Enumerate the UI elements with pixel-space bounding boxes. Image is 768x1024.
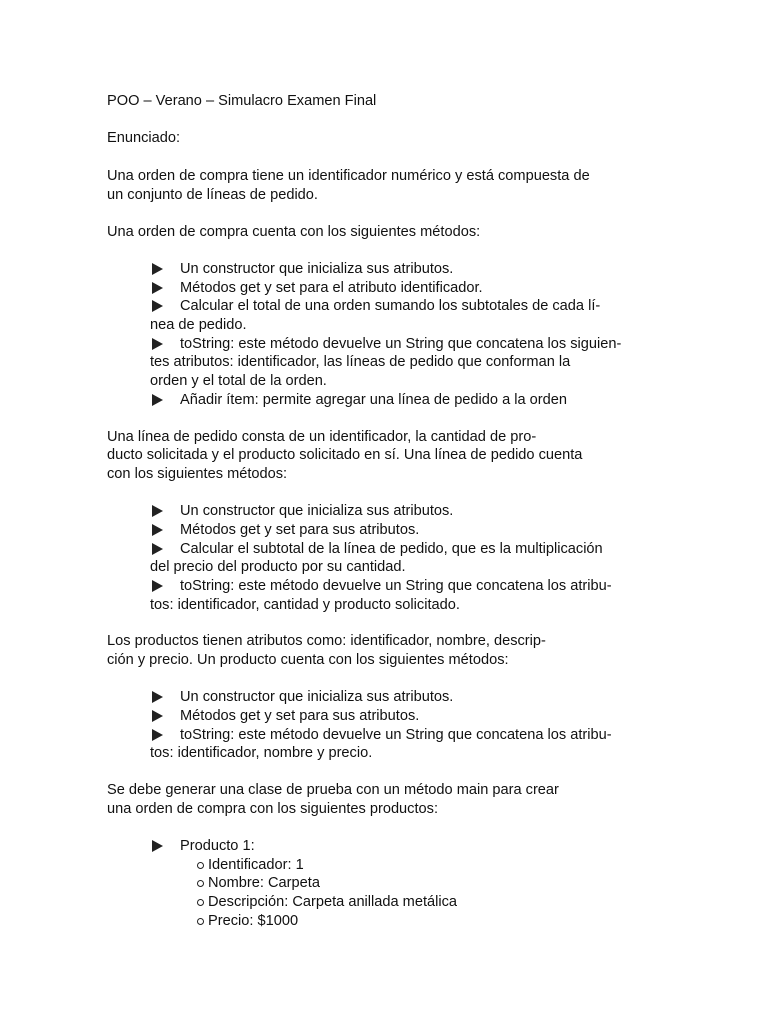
producto-intro: Los productos tienen atributos como: identificador, nombre, descrip- (107, 633, 546, 649)
orden-item-text: Métodos get y set para el atributo identificador. (180, 280, 483, 296)
document-title: POO – Verano – Simulacro Examen Final (107, 93, 377, 109)
bullet-circle-icon (197, 880, 204, 887)
orden-item-text: tes atributos: identificador, las líneas de pedido que conforman la (150, 354, 571, 370)
bullet-triangle-icon (152, 524, 163, 536)
orden-item-text: Añadir ítem: permite agregar una línea de pedido a la orden (180, 392, 567, 408)
bullet-triangle-icon (152, 505, 163, 517)
prueba-intro: una orden de compra con los siguientes productos: (107, 801, 438, 817)
linea-item-text: del precio del producto por su cantidad. (150, 559, 406, 575)
bullet-triangle-icon (152, 300, 163, 312)
bullet-triangle-icon (152, 691, 163, 703)
producto-item-text: Métodos get y set para sus atributos. (180, 708, 420, 724)
bullet-circle-icon (197, 899, 204, 906)
bullet-triangle-icon (152, 394, 163, 406)
producto-field: Precio: $1000 (208, 913, 299, 929)
producto-intro: ción y precio. Un producto cuenta con los siguientes métodos: (107, 652, 509, 668)
bullet-circle-icon (197, 862, 204, 869)
intro-line: un conjunto de líneas de pedido. (107, 187, 318, 203)
orden-item-text: orden y el total de la orden. (150, 373, 327, 389)
section-heading: Enunciado: (107, 130, 181, 146)
producto-field: Descripción: Carpeta anillada metálica (208, 894, 458, 910)
linea-item-text: Métodos get y set para sus atributos. (180, 522, 420, 538)
linea-intro: con los siguientes métodos: (107, 466, 288, 482)
orden-intro: Una orden de compra cuenta con los siguientes métodos: (107, 224, 481, 240)
linea-item-text: toString: este método devuelve un String que concatena los atribu- (180, 578, 612, 594)
producto-item-text: Un constructor que inicializa sus atributos. (180, 689, 454, 705)
producto-item-text: toString: este método devuelve un String que concatena los atribu- (180, 727, 612, 743)
bullet-triangle-icon (152, 729, 163, 741)
intro-line: Una orden de compra tiene un identificador numérico y está compuesta de (107, 168, 590, 184)
linea-item-text: Calcular el subtotal de la línea de pedido, que es la multiplicación (180, 541, 603, 557)
orden-item-text: toString: este método devuelve un String que concatena los siguien- (180, 336, 622, 352)
bullet-triangle-icon (152, 710, 163, 722)
bullet-triangle-icon (152, 263, 163, 275)
orden-item-text: Calcular el total de una orden sumando los subtotales de cada lí- (180, 298, 601, 314)
producto-item-text: tos: identificador, nombre y precio. (150, 745, 373, 761)
bullet-triangle-icon (152, 338, 163, 350)
bullet-triangle-icon (152, 580, 163, 592)
bullet-triangle-icon (152, 840, 163, 852)
producto-field: Identificador: 1 (208, 857, 304, 873)
bullet-triangle-icon (152, 543, 163, 555)
producto-label: Producto 1: (180, 838, 255, 854)
linea-intro: ducto solicitada y el producto solicitado en sí. Una línea de pedido cuenta (107, 447, 583, 463)
linea-intro: Una línea de pedido consta de un identificador, la cantidad de pro- (107, 429, 537, 445)
orden-item-text: Un constructor que inicializa sus atributos. (180, 261, 454, 277)
orden-item-text: nea de pedido. (150, 317, 247, 333)
prueba-intro: Se debe generar una clase de prueba con un método main para crear (107, 782, 559, 798)
linea-item-text: Un constructor que inicializa sus atributos. (180, 503, 454, 519)
producto-field: Nombre: Carpeta (208, 875, 320, 891)
bullet-triangle-icon (152, 282, 163, 294)
bullet-circle-icon (197, 918, 204, 925)
linea-item-text: tos: identificador, cantidad y producto solicitado. (150, 597, 460, 613)
